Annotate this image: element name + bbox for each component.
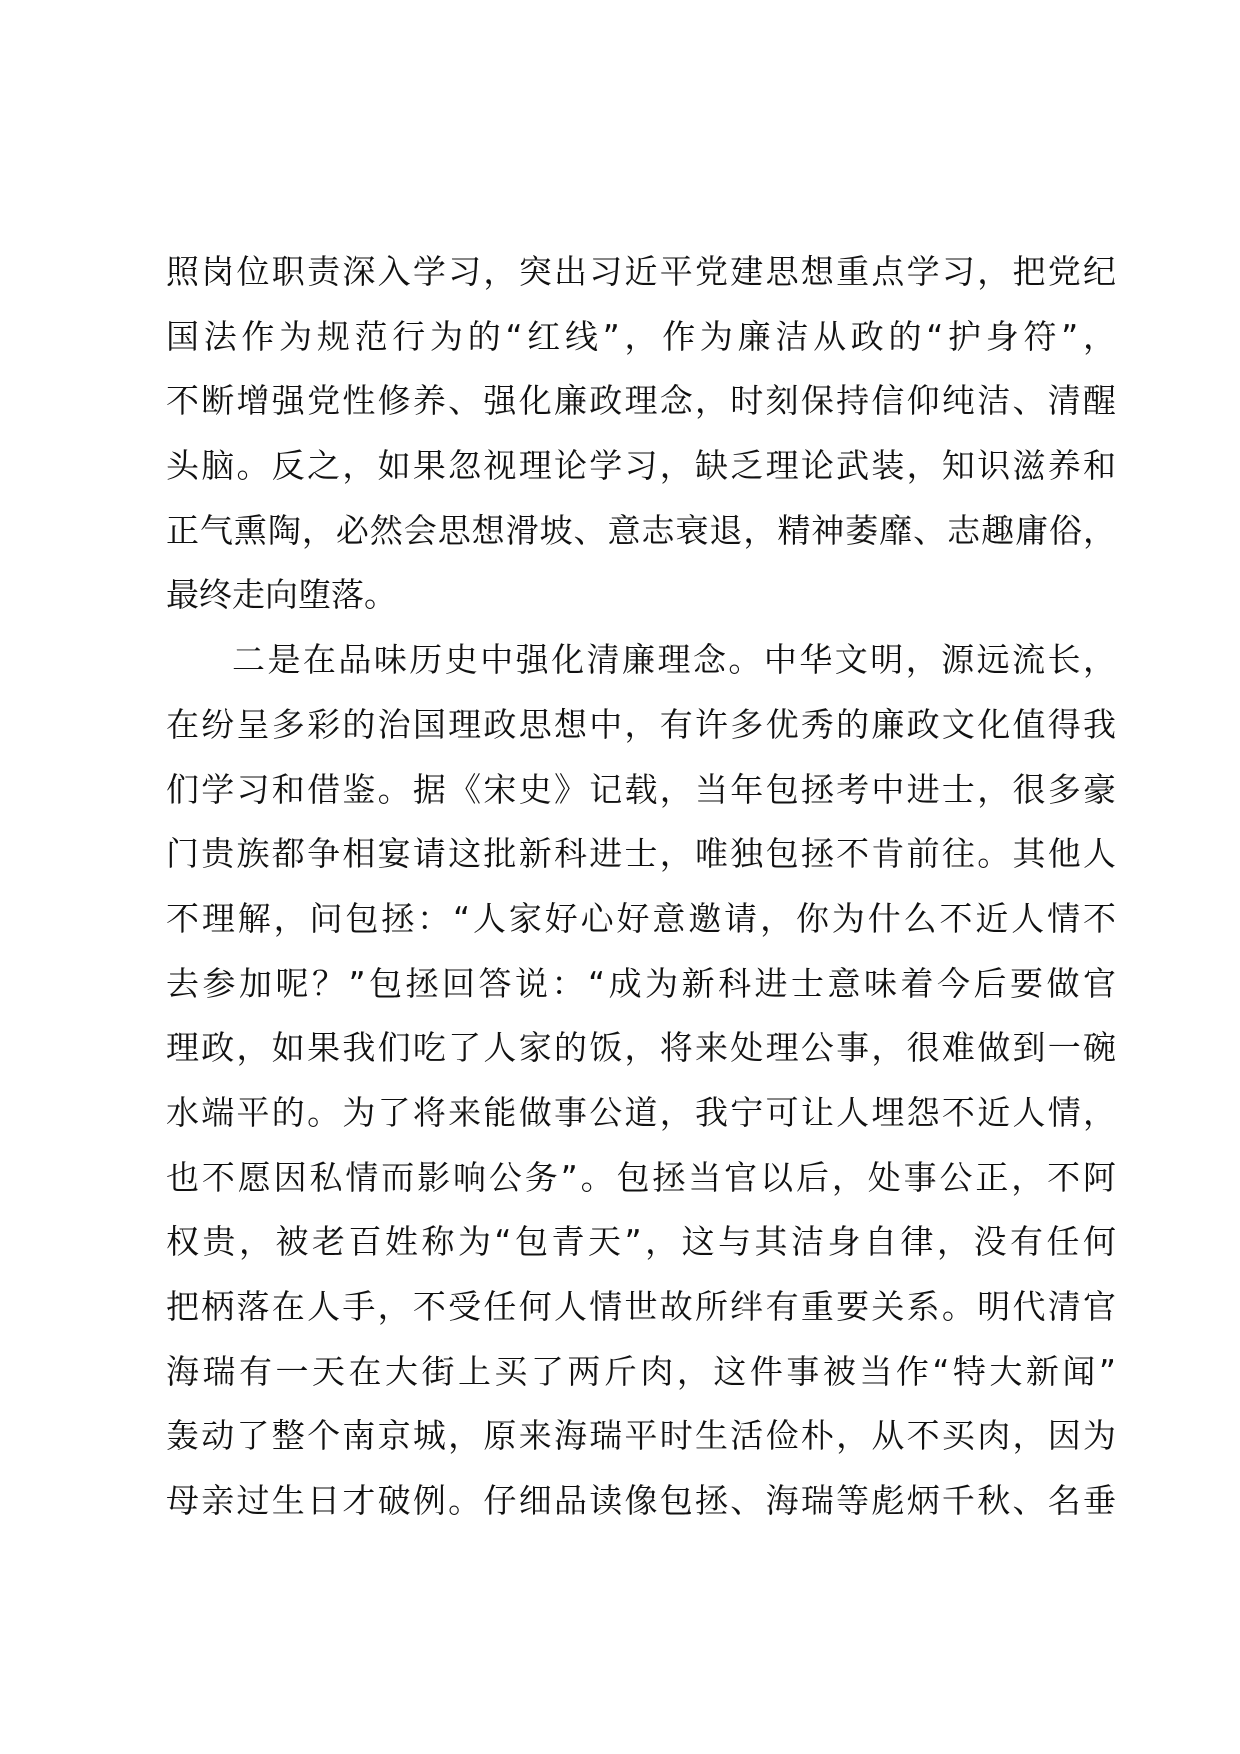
paragraph-line: 头脑。反之，如果忽视理论学习，缺乏理论武装，知识滋养和	[166, 446, 1116, 486]
paragraph-line: 权贵，被老百姓称为“包青天”，这与其洁身自律，没有任何	[166, 1222, 1116, 1262]
paragraph-line: 也不愿因私情而影响公务”。包拯当官以后，处事公正，不阿	[166, 1157, 1116, 1197]
paragraph-line: 不理解，问包拯：“人家好心好意邀请，你为什么不近人情不	[166, 898, 1116, 938]
paragraph-line: 国法作为规范行为的“红线”，作为廉洁从政的“护身符”，	[166, 316, 1116, 356]
paragraph-line: 理政，如果我们吃了人家的饭，将来处理公事，很难做到一碗	[166, 1028, 1116, 1068]
paragraph-line: 门贵族都争相宴请这批新科进士，唯独包拯不肯前往。其他人	[166, 834, 1116, 874]
paragraph-1	[166, 240, 1116, 628]
document-body	[166, 240, 1116, 1534]
paragraph-line: 不断增强党性修养、强化廉政理念，时刻保持信仰纯洁、清醒	[166, 381, 1116, 421]
paragraph-line: 去参加呢？”包拯回答说：“成为新科进士意味着今后要做官	[166, 963, 1116, 1003]
paragraph-line: 照岗位职责深入学习，突出习近平党建思想重点学习，把党纪	[166, 252, 1116, 291]
paragraph-line: 海瑞有一天在大街上买了两斤肉，这件事被当作“特大新闻”	[166, 1351, 1116, 1391]
paragraph-line: 在纷呈多彩的治国理政思想中，有许多优秀的廉政文化值得我	[166, 704, 1116, 744]
paragraph-2	[166, 628, 1116, 1534]
paragraph-line: 母亲过生日才破例。仔细品读像包拯、海瑞等彪炳千秋、名垂	[166, 1481, 1116, 1521]
paragraph-line: 正气熏陶，必然会思想滑坡、意志衰退，精神萎靡、志趣庸俗，	[166, 510, 1116, 550]
paragraph-line: 二是在品味历史中强化清廉理念。中华文明，源远流长，	[232, 640, 1116, 680]
paragraph-line: 把柄落在人手，不受任何人情世故所绊有重要关系。明代清官	[166, 1287, 1116, 1326]
paragraph-line: 最终走向堕落。	[166, 575, 397, 615]
paragraph-line: 水端平的。为了将来能做事公道，我宁可让人埋怨不近人情，	[166, 1092, 1116, 1132]
paragraph-line: 轰动了整个南京城，原来海瑞平时生活俭朴，从不买肉，因为	[166, 1416, 1116, 1456]
paragraph-line: 们学习和借鉴。据《宋史》记载，当年包拯考中进士，很多豪	[166, 769, 1116, 809]
